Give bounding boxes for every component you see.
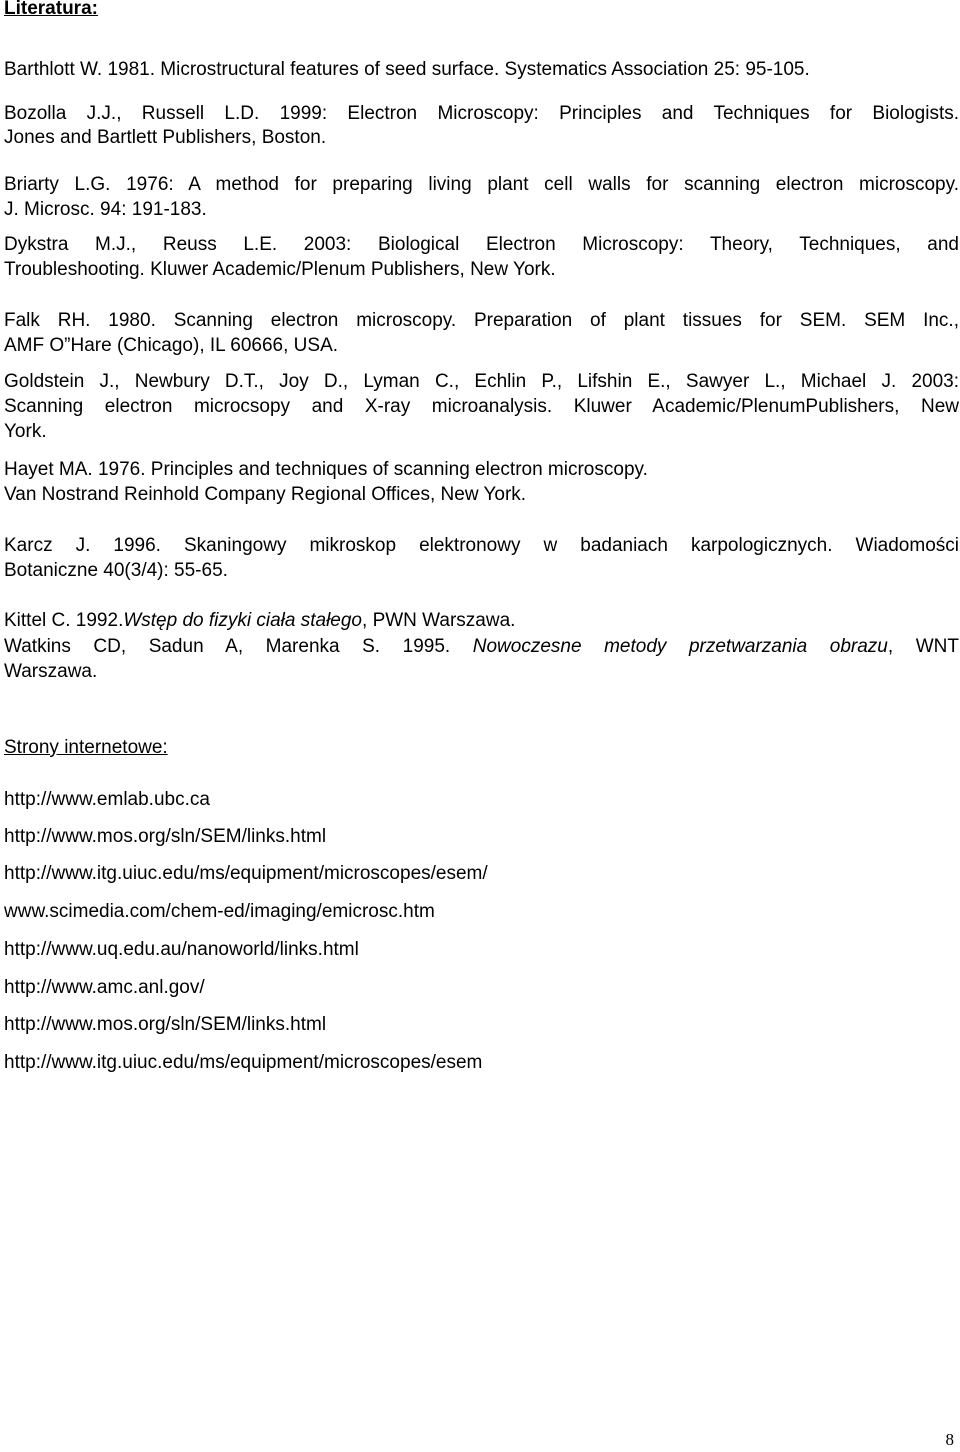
reference-suffix: , PWN Warszawa. <box>362 610 516 631</box>
websites-heading: Strony internetowe: <box>4 737 168 758</box>
reference-title: Nowoczesne metody przetwarzania obrazu <box>472 636 888 657</box>
page-number: 8 <box>945 1430 954 1449</box>
reference-line: York. <box>4 421 47 442</box>
website-link[interactable]: http://www.itg.uiuc.edu/ms/equipment/microscopes/esem/ <box>4 863 488 884</box>
reference-line: Barthlott W. 1981. Microstructural features of seed surface. Systematics Association 25: 95-105. <box>4 59 810 80</box>
literature-heading: Literatura: <box>4 0 98 19</box>
reference-line: Jones and Bartlett Publishers, Boston. <box>4 127 327 148</box>
website-link[interactable]: www.scimedia.com/chem-ed/imaging/emicrosc.htm <box>4 901 435 922</box>
website-link[interactable]: http://www.itg.uiuc.edu/ms/equipment/microscopes/esem <box>4 1052 483 1073</box>
reference-line: Warszawa. <box>4 661 98 682</box>
reference-line: Briarty L.G. 1976: A method for preparing living plant cell walls for scanning electron microscopy. <box>4 174 959 195</box>
reference-prefix: Watkins CD, Sadun A, Marenka S. 1995. <box>4 636 473 657</box>
reference-line: Goldstein J., Newbury D.T., Joy D., Lyman C., Echlin P., Lifshin E., Sawyer L., Michael J. 2003: <box>4 371 959 392</box>
reference-prefix: Kittel C. 1992. <box>4 610 124 631</box>
reference-line: AMF O”Hare (Chicago), IL 60666, USA. <box>4 335 339 356</box>
website-link[interactable]: http://www.mos.org/sln/SEM/links.html <box>4 826 327 847</box>
reference-line: Falk RH. 1980. Scanning electron microscopy. Preparation of plant tissues for SEM. SEM Inc., <box>4 310 959 331</box>
reference-line: Karcz J. 1996. Skaningowy mikroskop elektronowy w badaniach karpologicznych. Wiadomości <box>4 535 959 556</box>
website-link[interactable]: http://www.amc.anl.gov/ <box>4 977 205 998</box>
reference-line: Van Nostrand Reinhold Company Regional Offices, New York. <box>4 484 527 505</box>
reference-line <box>4 636 959 658</box>
reference-line: J. Microsc. 94: 191-183. <box>4 199 207 220</box>
website-link[interactable]: http://www.emlab.ubc.ca <box>4 789 210 810</box>
reference-line: Dykstra M.J., Reuss L.E. 2003: Biological Electron Microscopy: Theory, Techniques, and <box>4 234 959 255</box>
reference-line: Scanning electron microcsopy and X-ray microanalysis. Kluwer Academic/PlenumPublishers, New <box>4 396 959 417</box>
reference-title: Wstęp do fizyki ciała stałego <box>123 610 363 631</box>
reference-line: Bozolla J.J., Russell L.D. 1999: Electron Microscopy: Principles and Techniques for Biologists. <box>4 103 959 124</box>
website-link[interactable]: http://www.mos.org/sln/SEM/links.html <box>4 1014 327 1035</box>
reference-line: Hayet MA. 1976. Principles and techniques of scanning electron microscopy. <box>4 459 648 480</box>
reference-line: Troubleshooting. Kluwer Academic/Plenum Publishers, New York. <box>4 259 556 280</box>
reference-line <box>4 610 515 632</box>
website-link[interactable]: http://www.uq.edu.au/nanoworld/links.html <box>4 939 359 960</box>
reference-line: Botaniczne 40(3/4): 55-65. <box>4 560 228 581</box>
reference-suffix: , WNT <box>887 636 959 657</box>
